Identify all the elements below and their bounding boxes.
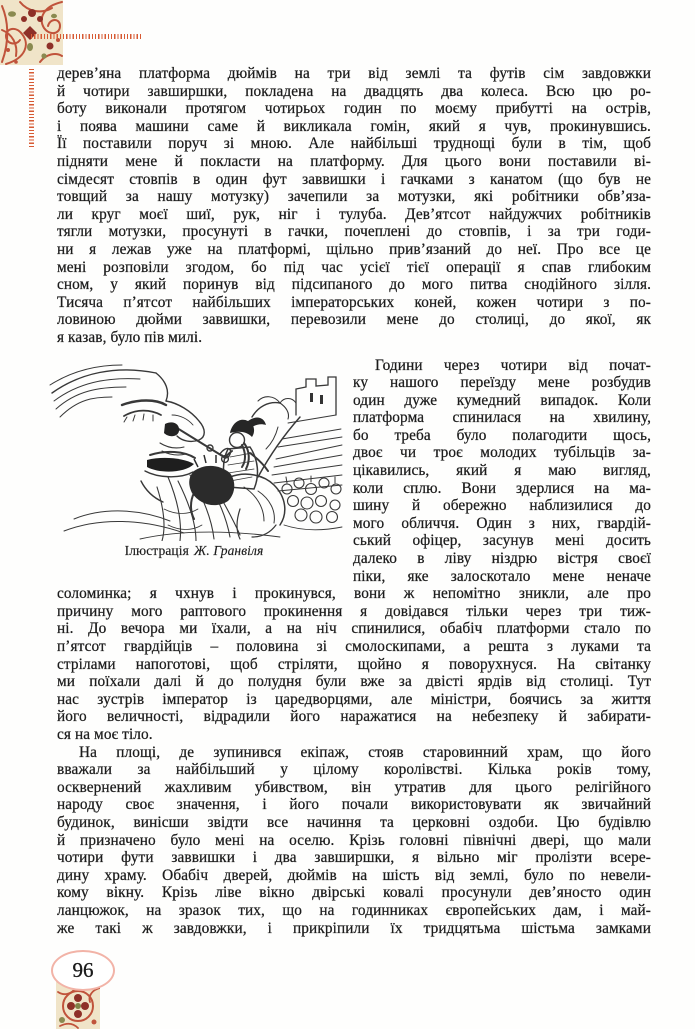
text-line: ли круг моєї шиї, рук, ніг і тулуба. Дев’ятсот найдужчих робітників (57, 205, 651, 223)
text-line: платформа спинилася на хвилину, (353, 409, 651, 427)
paragraph (57, 65, 651, 347)
text-line: коли сплю. Вони здерлися на ма- (353, 479, 651, 497)
text-line: тягли мотузки, просунуті в гачки, почеплені до стовпів, і за три годи- (57, 223, 651, 241)
text-line: боту виконали протягом чотирьох годин по моєму прибутті на острів, (57, 100, 651, 118)
text-line: підняти мене й покласти на платформу. Для цього вони поставили ві- (57, 152, 651, 170)
text-line: причину мого раптового прокинення я довідався тільки через три тиж- (57, 602, 651, 620)
text-line: ловиною дюйми заввишки, перевозили мене до столиці, до якої, як (57, 311, 651, 329)
text-line: бо треба було полагодити щось, (353, 426, 651, 444)
text-line: народу своє значення, і його почали використовувати як звичайний (57, 796, 651, 814)
paragraph (57, 744, 651, 938)
text-line: ми поїхали далі й до полудня були вже за двісті ярдів від столиці. Тут (57, 673, 651, 691)
figure (57, 359, 345, 581)
text-line: чотири фути заввишки і два завширшки, я вільно міг пролізти всере- (57, 849, 651, 867)
text-line: будинок, винісши звідти все начиння та церковні оздоби. Цю будівлю (57, 813, 651, 831)
dashed-divider-horizontal (31, 34, 142, 39)
text-line: ні. До вечора ми їхали, а на ніч спинилися, обабіч платформи стало по (57, 620, 651, 638)
text-line: ни я лежав уже на платформі, щільно прив’язаний до неї. Про все це (57, 240, 651, 258)
text-line: стрілами напоготові, щоб стріляти, щойно я поворухнуся. На світанку (57, 655, 651, 673)
page-text (57, 65, 651, 937)
text-line: мого обличчя. Один з них, гвардій- (353, 514, 651, 532)
text-line: сном, у який поринув від підсипаного до мого питва снодійного зілля. (57, 276, 651, 294)
text-line: осквернений жахливим убивством, він утратив для цього релігійного (57, 778, 651, 796)
text-line: На площі, де зупинився екіпаж, стояв старовинний храм, що його (79, 743, 651, 761)
text-line: нас зустрів імператор із царедворцями, але міністри, боячись за життя (57, 690, 651, 708)
text-line: ку нашого переїзду мене розбудив (353, 374, 651, 392)
granville-illustration (44, 359, 344, 541)
text-line: же такі ж завдовжки, і прикріпили їх тридцятьма шістьма замками (57, 919, 651, 937)
text-line: ланцюжок, на зразок тих, що на годинниках європейських дам, і май- (57, 901, 651, 919)
text-line: ся на моє тіло. (57, 725, 153, 743)
text-line: далеко в ліву ніздрю вістря своєї (353, 550, 651, 568)
text-line: Години через чотири від почат- (375, 356, 651, 374)
text-line: сімдесят стовпів в один фут заввишки і гачками з канатом (що був не (57, 170, 651, 188)
paragraph (57, 585, 651, 743)
figure-caption (44, 542, 344, 560)
page-number-badge (51, 950, 115, 991)
text-line: мені розповіли згодом, бо під час усієї тієї операції я спав глибоким (57, 258, 651, 276)
page-number: 96 (72, 958, 94, 982)
text-line: його величності, відрадили його наражатися на небезпеку й забирати- (57, 708, 651, 726)
text-line: Її поставили поруч зі мною. Але найбільші труднощі були в тім, щоб (57, 135, 651, 153)
corner-ornament-image (0, 0, 63, 65)
text-line: дерев’яна платформа дюймів на три від землі та футів сім завдовжки (57, 65, 651, 82)
text-line: цікавились, який я маю вигляд, (353, 462, 651, 480)
text-line: п’ятсот гвардійців – половина зі смолоскипами, а решта з луками та (57, 638, 651, 655)
text-line: шину й обережно наблизилися до (353, 497, 651, 515)
text-line: і поява машини саме й викликала гомін, який я чув, прокинувшись. (57, 117, 651, 135)
text-line: товщий за нашу мотузку) зачепили за мотузки, які робітники обв’яза- (57, 188, 651, 206)
figure-caption-text: Ілюстрація (124, 542, 189, 558)
text-line: кому вікну. Крізь ліве вікно двірські ковалі просунули дев’яносто один (57, 884, 651, 902)
text-line: й призначено було мені на оселю. Крізь головні північні двері, що мали (57, 831, 651, 849)
text-line: вважали за найбільший у цілому королівстві. Кілька років тому, (57, 761, 651, 779)
text-line: двоє чи троє молодих тубільців за- (353, 444, 651, 462)
text-line: Тисяча п’ятсот найбільших імператорських коней, кожен чотири з по- (57, 293, 651, 311)
dashed-divider-vertical (29, 67, 34, 147)
figure-caption-author: Ж. Гранвіля (193, 542, 264, 558)
text-line: я казав, було пів милі. (57, 328, 203, 346)
text-line: піки, яке залоскотало мене неначе (353, 567, 651, 585)
text-line: дину храму. Обабіч дверей, дюймів на шість від землі, було по невели- (57, 866, 651, 884)
text-line: один дуже кумедний випадок. Коли (353, 391, 651, 409)
text-line: ський офіцер, засунув мені досить (353, 532, 651, 550)
text-line: соломинка; я чхнув і прокинувся, вони ж непомітно зникли, але про (57, 585, 651, 603)
text-line: й чотири завширшки, покладена на двадцять два колеса. Всю цю ро- (57, 82, 651, 100)
